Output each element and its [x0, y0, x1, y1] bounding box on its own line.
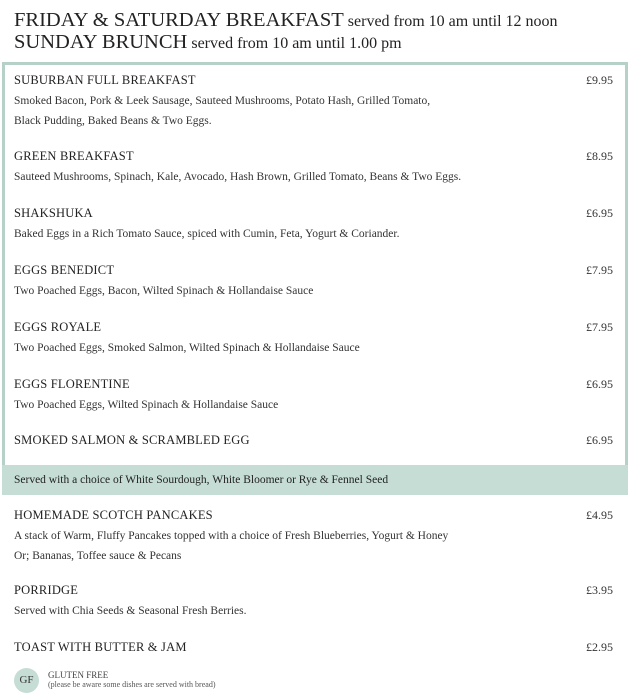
- menu-item: [14, 507, 614, 566]
- menu-item-name: EGGS BENEDICT: [14, 263, 115, 277]
- menu-item-name: GREEN BREAKFAST: [14, 149, 134, 163]
- description-line: Smoked Bacon, Pork & Leek Sausage, Sauteed Mushrooms, Potato Hash, Grilled Tomato,: [14, 95, 431, 107]
- menu-item-description: [14, 338, 614, 358]
- menu-item-name: SMOKED SALMON & SCRAMBLED EGG: [14, 433, 250, 447]
- gluten-free-note: (please be aware some dishes are served with bread): [48, 680, 216, 689]
- menu-item-price: £6.95: [586, 433, 613, 447]
- menu-item-description: [14, 167, 614, 187]
- menu-item: [14, 72, 614, 131]
- menu-item-description: [14, 224, 614, 244]
- menu-item-price: £7.95: [586, 320, 613, 334]
- menu-item: [14, 148, 614, 187]
- menu-item-price: £6.95: [586, 206, 613, 220]
- sunday-brunch-hours: served from 10 am until 1.00 pm: [187, 35, 402, 52]
- bread-choice-note: Served with a choice of White Sourdough, White Bloomer or Rye & Fennel Seed: [2, 465, 628, 495]
- menu-item-description: [14, 91, 614, 131]
- menu-item-name: SHAKSHUKA: [14, 206, 93, 220]
- weekend-breakfast-hours: served from 10 am until 12 noon: [343, 13, 558, 30]
- description-line: Two Poached Eggs, Wilted Spinach & Hollandaise Sauce: [14, 399, 279, 411]
- description-line: Black Pudding, Baked Beans & Two Eggs.: [14, 115, 212, 127]
- menu-item-price: £6.95: [586, 377, 613, 391]
- menu-item-name: TOAST WITH BUTTER & JAM: [14, 640, 187, 654]
- menu-header: [14, 10, 624, 54]
- menu-item: [14, 582, 614, 621]
- description-line: A stack of Warm, Fluffy Pancakes topped with a choice of Fresh Blueberries, Yogurt & Honey: [14, 530, 449, 542]
- menu-item-description: [14, 526, 614, 566]
- sunday-brunch-heading: [14, 32, 624, 54]
- menu-item-name: HOMEMADE SCOTCH PANCAKES: [14, 508, 213, 522]
- menu-item-description: [14, 281, 614, 301]
- menu-item-name: EGGS ROYALE: [14, 320, 102, 334]
- menu-item-price: £7.95: [586, 263, 613, 277]
- weekend-breakfast-title: FRIDAY & SATURDAY BREAKFAST: [14, 9, 344, 31]
- description-line: Two Poached Eggs, Bacon, Wilted Spinach & Hollandaise Sauce: [14, 285, 314, 297]
- gluten-free-label: GLUTEN FREE: [48, 670, 109, 680]
- menu-item-price: £2.95: [586, 640, 613, 654]
- menu-item: [14, 205, 614, 244]
- menu-item: [14, 319, 614, 358]
- menu-item-price: £4.95: [586, 508, 613, 522]
- description-line: Two Poached Eggs, Smoked Salmon, Wilted Spinach & Hollandaise Sauce: [14, 342, 360, 354]
- menu-item-name: EGGS FLORENTINE: [14, 377, 130, 391]
- menu-item-name: SUBURBAN FULL BREAKFAST: [14, 73, 196, 87]
- description-line: Or; Bananas, Toffee sauce & Pecans: [14, 550, 182, 562]
- menu-item-name: PORRIDGE: [14, 583, 79, 597]
- menu-item: [14, 639, 614, 656]
- menu-item-price: £3.95: [586, 583, 613, 597]
- weekend-breakfast-heading: [14, 10, 624, 32]
- description-line: Baked Eggs in a Rich Tomato Sauce, spiced with Cumin, Feta, Yogurt & Coriander.: [14, 228, 400, 240]
- menu-item-price: £8.95: [586, 149, 613, 163]
- menu-item: [14, 432, 614, 449]
- menu-item: [14, 376, 614, 415]
- menu-item-description: [14, 395, 614, 415]
- sunday-brunch-title: SUNDAY BRUNCH: [14, 31, 188, 53]
- menu-item-price: £9.95: [586, 73, 613, 87]
- description-line: Sauteed Mushrooms, Spinach, Kale, Avocado, Hash Brown, Grilled Tomato, Beans & Two Eggs.: [14, 171, 462, 183]
- gluten-free-badge: GF: [14, 668, 39, 693]
- description-line: Served with Chia Seeds & Seasonal Fresh Berries.: [14, 605, 247, 617]
- menu-item: [14, 262, 614, 301]
- menu-item-description: [14, 601, 614, 621]
- gluten-free-legend: [48, 670, 348, 690]
